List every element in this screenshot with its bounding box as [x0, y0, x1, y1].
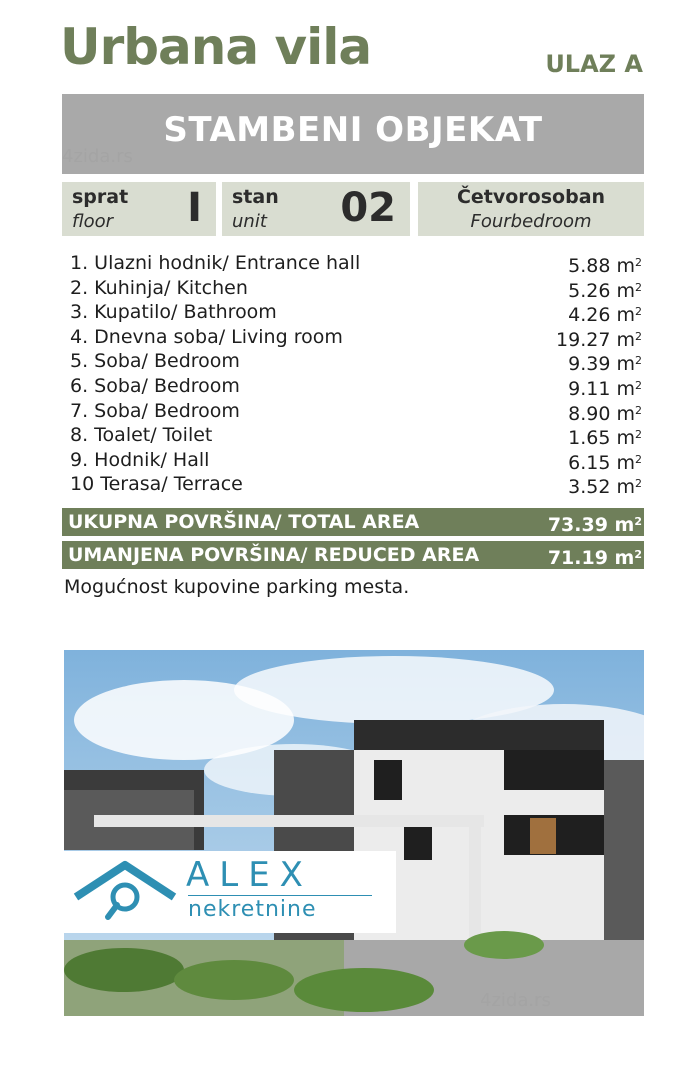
logo-divider [188, 895, 372, 896]
banner-title: STAMBENI OBJEKAT [163, 110, 543, 150]
list-item [70, 423, 642, 448]
room-name: 8. Toalet/ Toilet [70, 424, 213, 447]
building-rendering-image [64, 650, 644, 1016]
room-area: 19.27 $m^2$ [556, 328, 642, 351]
list-item [70, 251, 642, 276]
type-label: Četvorosoban [456, 186, 606, 208]
type-sublabel: Fourbedroom [470, 211, 592, 232]
watermark-text: 4zida.rs [62, 146, 133, 167]
floor-label: sprat [72, 186, 129, 208]
room-area: 6.15 $m^2$ [568, 451, 642, 474]
alex-logo [64, 851, 396, 933]
floor-sublabel: floor [72, 211, 114, 232]
room-area: 9.39 $m^2$ [568, 353, 642, 376]
house-search-icon [70, 857, 180, 927]
list-item [70, 399, 642, 424]
floor-box [62, 182, 216, 236]
unit-box [222, 182, 410, 236]
parking-note: Mogućnost kupovine parking mesta. [64, 576, 410, 598]
page-title: Urbana vila [60, 18, 372, 76]
unit-sublabel: unit [232, 211, 267, 232]
reduced-area-value: 71.19 $m^2$ [547, 547, 642, 569]
room-area: 9.11 $m^2$ [568, 377, 642, 400]
list-item [70, 374, 642, 399]
banner [62, 94, 644, 174]
room-name: 9. Hodnik/ Hall [70, 448, 210, 471]
total-area-value: 73.39 $m^2$ [547, 514, 642, 536]
list-item [70, 349, 642, 374]
room-area: 5.26 $m^2$ [568, 279, 642, 302]
room-list [70, 251, 642, 497]
reduced-area-label: UMANJENA POVRŠINA/ REDUCED AREA [68, 544, 480, 566]
room-area: 1.65 $m^2$ [568, 427, 642, 450]
total-area-label: UKUPNA POVRŠINA/ TOTAL AREA [68, 511, 420, 533]
list-item [70, 325, 642, 350]
room-name: 6. Soba/ Bedroom [70, 374, 240, 397]
list-item [70, 276, 642, 301]
room-name: 10 Terasa/ Terrace [70, 473, 243, 496]
watermark-text-bottom: 4zida.rs [480, 990, 551, 1011]
reduced-area-bar [62, 541, 644, 569]
unit-label: stan [232, 186, 279, 208]
logo-brand: ALEX [186, 855, 313, 895]
room-name: 2. Kuhinja/ Kitchen [70, 276, 248, 299]
room-area: 3.52 $m^2$ [568, 476, 642, 499]
type-box [418, 182, 644, 236]
unit-value: 02 [340, 185, 396, 231]
room-area: 8.90 $m^2$ [568, 402, 642, 425]
room-area: 4.26 $m^2$ [568, 304, 642, 327]
room-name: 7. Soba/ Bedroom [70, 399, 240, 422]
building-rendering [64, 650, 644, 1016]
list-item [70, 448, 642, 473]
floor-value: I [187, 185, 202, 231]
room-name: 5. Soba/ Bedroom [70, 350, 240, 373]
list-item [70, 472, 642, 497]
room-name: 1. Ulazni hodnik/ Entrance hall [70, 252, 361, 274]
entrance-label: ULAZ A [545, 50, 643, 78]
room-area: 5.88 $m^2$ [568, 255, 642, 277]
room-name: 4. Dnevna soba/ Living room [70, 325, 343, 348]
room-name: 3. Kupatilo/ Bathroom [70, 301, 277, 324]
total-area-bar [62, 508, 644, 536]
logo-subtitle: nekretnine [188, 897, 317, 922]
list-item [70, 300, 642, 325]
